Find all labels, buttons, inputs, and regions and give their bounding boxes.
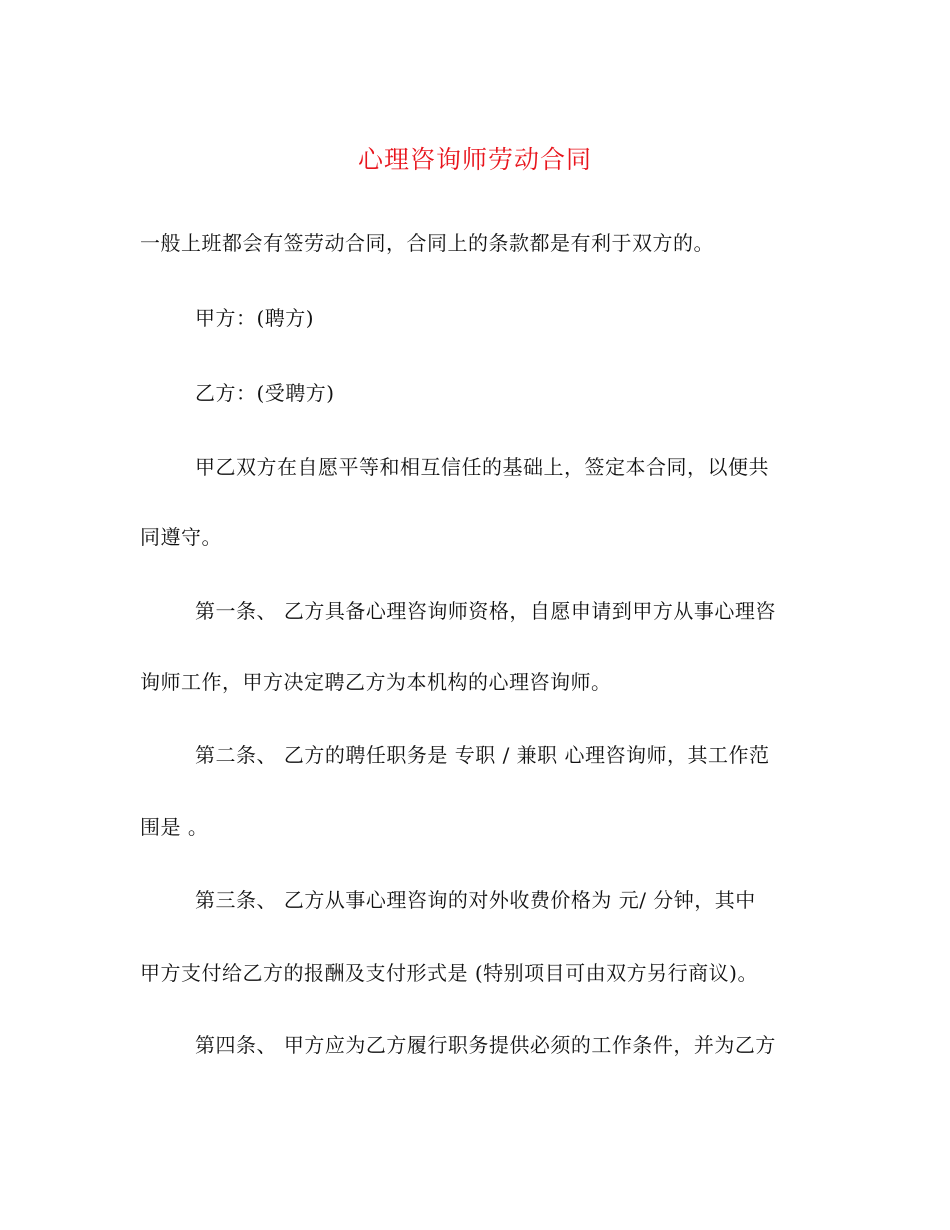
article-3-line-1: 第三条、 乙方从事心理咨询的对外收费价格为 元/ 分钟，其中 — [195, 888, 756, 912]
intro-text: 一般上班都会有签劳动合同，合同上的条款都是有利于双方的。 — [140, 231, 714, 255]
article-1-line-1: 第一条、 乙方具备心理咨询师资格，自愿申请到甲方从事心理咨 — [195, 599, 776, 623]
party-b-line: 乙方：(受聘方) — [195, 381, 335, 405]
article-1-line-2: 询师工作，甲方决定聘乙方为本机构的心理咨询师。 — [140, 670, 612, 694]
preamble-line-2: 同遵守。 — [140, 525, 222, 549]
preamble-line-1: 甲乙双方在自愿平等和相互信任的基础上，签定本合同，以便共 — [195, 455, 769, 479]
document-title: 心理咨询师劳动合同 — [357, 145, 592, 174]
article-3-line-2: 甲方支付给乙方的报酬及支付形式是 (特别项目可由双方另行商议)。 — [140, 961, 758, 985]
article-2-line-2: 围是 。 — [140, 815, 209, 839]
article-2-line-1: 第二条、 乙方的聘任职务是 专职 / 兼职 心理咨询师，其工作范 — [195, 743, 770, 767]
article-4-line-1: 第四条、 甲方应为乙方履行职务提供必须的工作条件，并为乙方 — [195, 1033, 776, 1057]
party-a-line: 甲方：(聘方) — [195, 306, 315, 330]
